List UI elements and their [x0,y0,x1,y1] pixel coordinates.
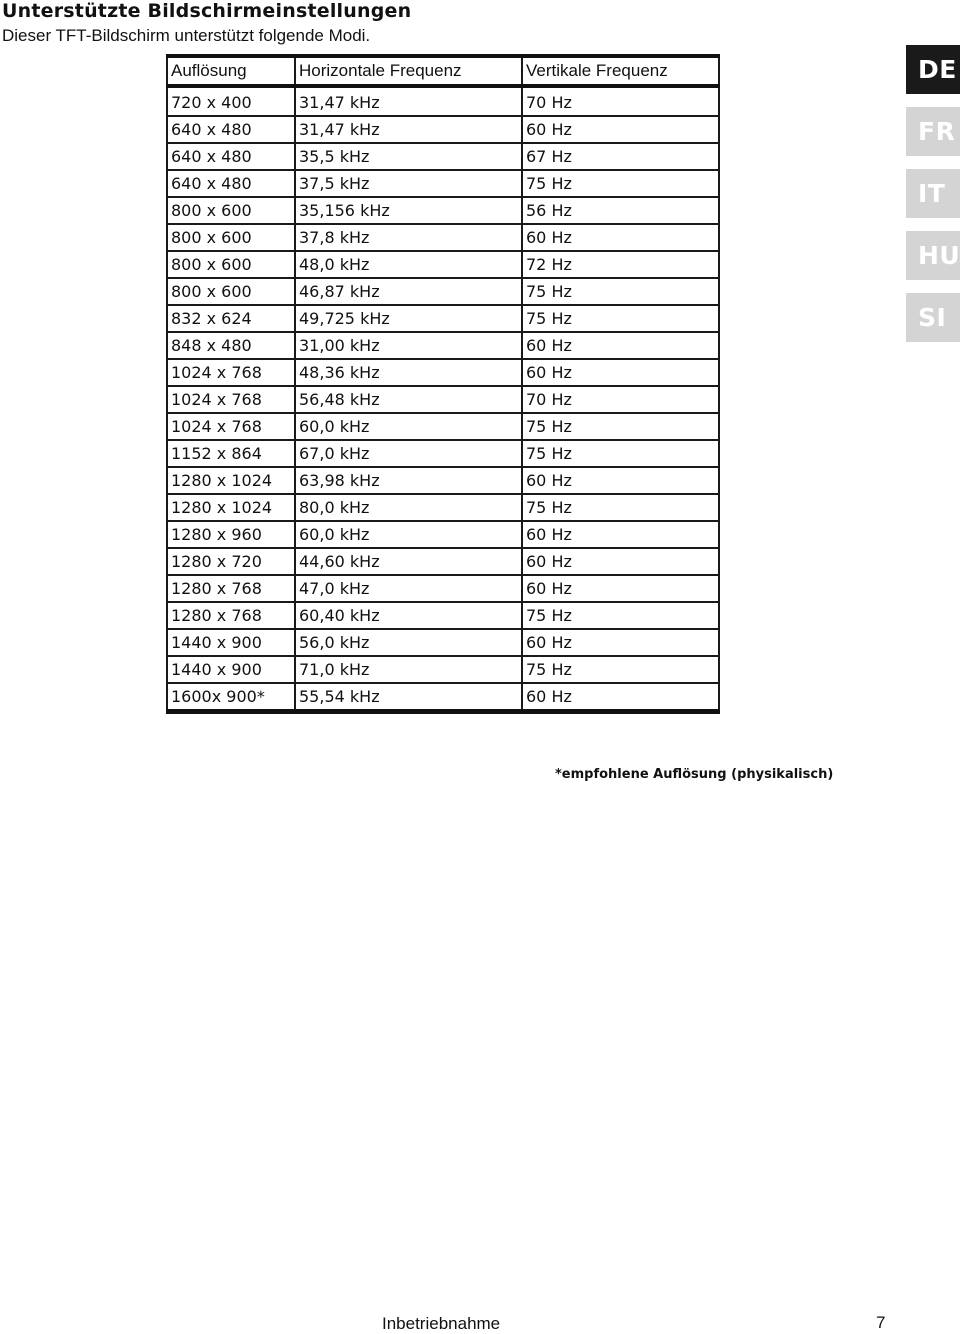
table-row [167,170,719,197]
cell-horizontal-frequency: 44,60 kHz [295,548,522,575]
cell-vertical-frequency: 60 Hz [522,575,719,602]
cell-resolution: 800 x 600 [167,251,295,278]
table-row [167,494,719,521]
cell-vertical-frequency: 60 Hz [522,521,719,548]
cell-resolution: 1280 x 1024 [167,467,295,494]
cell-horizontal-frequency: 31,47 kHz [295,86,522,116]
table-body [167,86,719,712]
cell-vertical-frequency: 75 Hz [522,656,719,683]
cell-horizontal-frequency: 37,5 kHz [295,170,522,197]
cell-vertical-frequency: 67 Hz [522,143,719,170]
cell-resolution: 640 x 480 [167,143,295,170]
cell-vertical-frequency: 60 Hz [522,629,719,656]
cell-vertical-frequency: 72 Hz [522,251,719,278]
cell-horizontal-frequency: 46,87 kHz [295,278,522,305]
cell-resolution: 800 x 600 [167,224,295,251]
language-tabs [906,45,960,355]
table-row [167,86,719,116]
cell-horizontal-frequency: 31,00 kHz [295,332,522,359]
cell-resolution: 800 x 600 [167,278,295,305]
cell-resolution: 800 x 600 [167,197,295,224]
cell-horizontal-frequency: 49,725 kHz [295,305,522,332]
cell-horizontal-frequency: 31,47 kHz [295,116,522,143]
cell-resolution: 1280 x 960 [167,521,295,548]
table-row [167,332,719,359]
cell-resolution: 1440 x 900 [167,656,295,683]
footer-section-title: Inbetriebnahme [382,1314,501,1333]
table-row [167,548,719,575]
cell-resolution: 1280 x 720 [167,548,295,575]
table-row [167,116,719,143]
cell-horizontal-frequency: 60,0 kHz [295,413,522,440]
cell-vertical-frequency: 75 Hz [522,305,719,332]
language-tab-fr[interactable]: FR [906,107,960,156]
cell-horizontal-frequency: 37,8 kHz [295,224,522,251]
cell-vertical-frequency: 60 Hz [522,683,719,712]
cell-horizontal-frequency: 56,48 kHz [295,386,522,413]
table-row [167,629,719,656]
cell-horizontal-frequency: 80,0 kHz [295,494,522,521]
table-row [167,359,719,386]
cell-vertical-frequency: 70 Hz [522,386,719,413]
cell-horizontal-frequency: 48,36 kHz [295,359,522,386]
language-tab-de[interactable]: DE [906,45,960,94]
table-row [167,251,719,278]
header-horizontal-frequency: Horizontale Frequenz [295,56,522,86]
table-row [167,575,719,602]
page-number: 7 [876,1313,886,1332]
header-vertical-frequency: Vertikale Frequenz [522,56,719,86]
cell-horizontal-frequency: 55,54 kHz [295,683,522,712]
cell-resolution: 1440 x 900 [167,629,295,656]
footnote: *empfohlene Auflösung (physikalisch) [555,767,834,782]
cell-horizontal-frequency: 63,98 kHz [295,467,522,494]
cell-vertical-frequency: 60 Hz [522,224,719,251]
language-tab-si[interactable]: SI [906,293,960,342]
table-row [167,467,719,494]
cell-horizontal-frequency: 60,0 kHz [295,521,522,548]
table-row [167,143,719,170]
header-resolution: Auflösung [167,56,295,86]
cell-vertical-frequency: 75 Hz [522,602,719,629]
display-modes-table [166,54,720,714]
table-row [167,224,719,251]
table-row [167,656,719,683]
table-row [167,305,719,332]
cell-horizontal-frequency: 71,0 kHz [295,656,522,683]
cell-resolution: 1280 x 768 [167,602,295,629]
cell-horizontal-frequency: 35,5 kHz [295,143,522,170]
cell-vertical-frequency: 75 Hz [522,278,719,305]
cell-resolution: 1024 x 768 [167,386,295,413]
cell-resolution: 1600x 900* [167,683,295,712]
table-row [167,413,719,440]
table-row [167,197,719,224]
cell-vertical-frequency: 70 Hz [522,86,719,116]
cell-vertical-frequency: 75 Hz [522,413,719,440]
table-header-row [167,56,719,86]
cell-horizontal-frequency: 48,0 kHz [295,251,522,278]
table-row [167,386,719,413]
table-row [167,440,719,467]
cell-resolution: 720 x 400 [167,86,295,116]
table-row [167,278,719,305]
language-tab-it[interactable]: IT [906,169,960,218]
cell-vertical-frequency: 75 Hz [522,494,719,521]
table-row [167,521,719,548]
cell-resolution: 640 x 480 [167,170,295,197]
cell-resolution: 1280 x 768 [167,575,295,602]
cell-horizontal-frequency: 47,0 kHz [295,575,522,602]
cell-horizontal-frequency: 35,156 kHz [295,197,522,224]
cell-horizontal-frequency: 67,0 kHz [295,440,522,467]
cell-resolution: 1280 x 1024 [167,494,295,521]
cell-vertical-frequency: 75 Hz [522,170,719,197]
cell-resolution: 848 x 480 [167,332,295,359]
cell-vertical-frequency: 60 Hz [522,332,719,359]
cell-horizontal-frequency: 56,0 kHz [295,629,522,656]
cell-vertical-frequency: 60 Hz [522,359,719,386]
cell-vertical-frequency: 60 Hz [522,116,719,143]
cell-resolution: 832 x 624 [167,305,295,332]
cell-resolution: 1024 x 768 [167,359,295,386]
page-subtitle: Dieser TFT-Bildschirm unterstützt folgende Modi. [2,26,371,45]
cell-resolution: 640 x 480 [167,116,295,143]
cell-vertical-frequency: 60 Hz [522,467,719,494]
language-tab-hu[interactable]: HU [906,231,960,280]
table-row [167,683,719,712]
cell-resolution: 1152 x 864 [167,440,295,467]
cell-resolution: 1024 x 768 [167,413,295,440]
cell-vertical-frequency: 60 Hz [522,548,719,575]
cell-vertical-frequency: 56 Hz [522,197,719,224]
table-row [167,602,719,629]
cell-horizontal-frequency: 60,40 kHz [295,602,522,629]
page-title: Unterstützte Bildschirmeinstellungen [2,0,412,22]
cell-vertical-frequency: 75 Hz [522,440,719,467]
